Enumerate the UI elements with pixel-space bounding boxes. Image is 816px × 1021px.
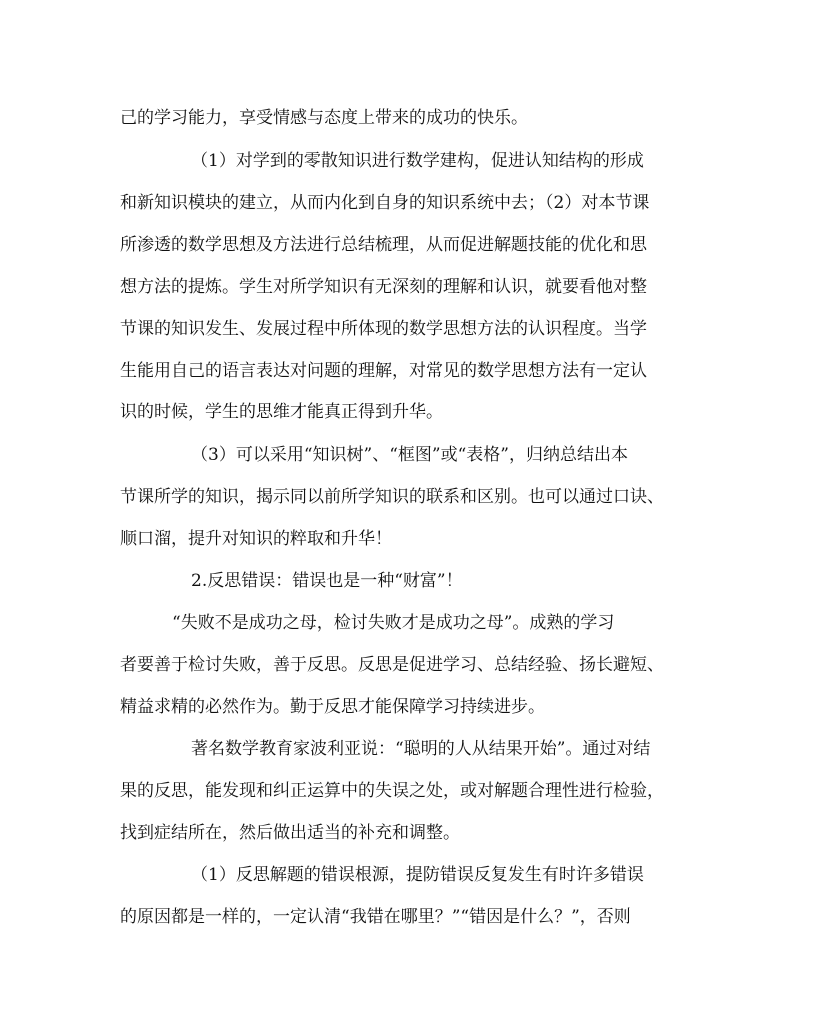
text-line: 找到症结所在，然后做出适当的补充和调整。 xyxy=(120,823,460,843)
text-line: （1）反思解题的错误根源，提防错误反复发生有时许多错误 xyxy=(191,865,644,885)
text-line: 想方法的提炼。学生对所学知识有无深刻的理解和认识，就要看他对整 xyxy=(120,277,647,297)
text-line: 己的学习能力，享受情感与态度上带来的成功的快乐。 xyxy=(120,108,528,128)
text-line: 生能用自己的语言表达对问题的理解，对常见的数学思想方法有一定认 xyxy=(120,361,647,381)
text-line: （3）可以采用“知识树”、“框图”或“表格”，归纳总结出本 xyxy=(191,445,628,465)
text-line: 著名数学教育家波利亚说：“聪明的人从结果开始”。通过对结 xyxy=(191,739,651,759)
text-line: 和新知识模块的建立，从而内化到自身的知识系统中去；（2）对本节课 xyxy=(120,193,650,213)
text-line: 精益求精的必然作为。勤于反思才能保障学习持续进步。 xyxy=(120,697,545,717)
text-line: 识的时候，学生的思维才能真正得到升华。 xyxy=(120,402,443,422)
section-heading: 2.反思错误：错误也是一种“财富”！ xyxy=(191,571,463,591)
text-line: 的原因都是一样的，一定认清“我错在哪里？”“错因是什么？”，否则 xyxy=(120,907,631,927)
text-line: 所渗透的数学思想及方法进行总结梳理，从而促进解题技能的优化和思 xyxy=(120,235,647,255)
text-line: 节课所学的知识，揭示同以前所学知识的联系和区别。也可以通过口诀、 xyxy=(120,487,664,507)
text-line: 节课的知识发生、发展过程中所体现的数学思想方法的认识程度。当学 xyxy=(120,319,647,339)
text-line: （1）对学到的零散知识进行数学建构，促进认知结构的形成 xyxy=(191,151,644,171)
text-line: 果的反思，能发现和纠正运算中的失误之处，或对解题合理性进行检验， xyxy=(120,781,664,801)
text-line: 者要善于检讨失败，善于反思。反思是促进学习、总结经验、扬长避短、 xyxy=(120,655,664,675)
text-line: “失败不是成功之母，检讨失败才是成功之母”。成熟的学习 xyxy=(172,613,615,633)
text-line: 顺口溜，提升对知识的粹取和升华！ xyxy=(120,529,392,549)
